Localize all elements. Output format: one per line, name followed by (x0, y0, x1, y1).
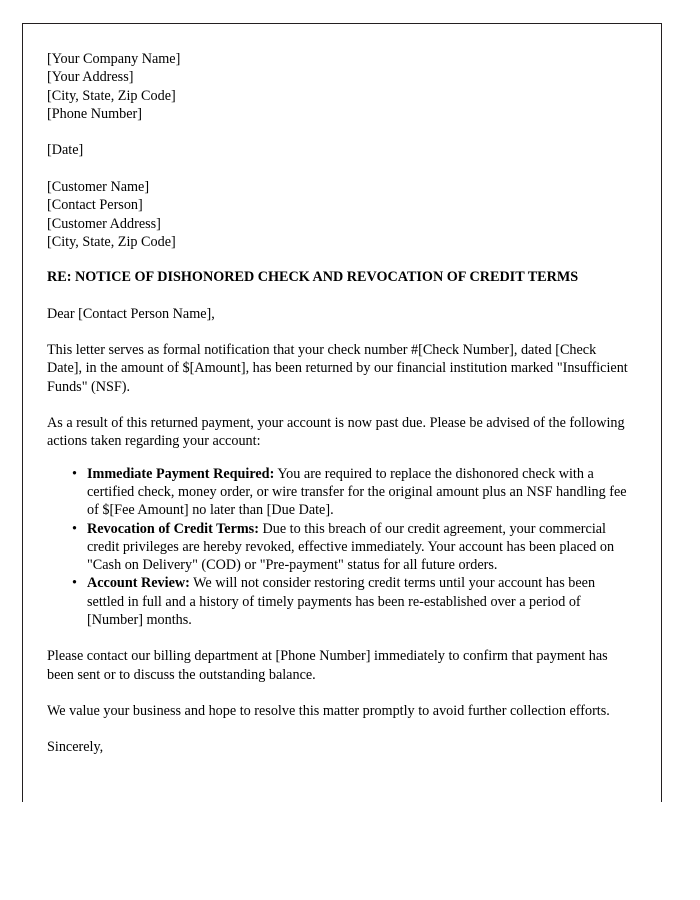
recipient-city-state-zip: [City, State, Zip Code] (47, 233, 176, 250)
list-item-text: We will not consider restoring credit terms until your account has been settled in full and a history of timely payments has been re-established over a period of [Number] months. (87, 575, 596, 629)
recipient-contact-person: [Contact Person] (47, 197, 143, 214)
salutation: Dear [Contact Person Name], (47, 305, 215, 322)
subject-line: RE: NOTICE OF DISHONORED CHECK AND REVOCATION OF CREDIT TERMS (47, 269, 579, 286)
list-item-lead: Account Review: (87, 575, 190, 592)
sender-company-name: [Your Company Name] (47, 51, 181, 67)
spacer-after-sender (47, 123, 631, 141)
list-item (47, 520, 631, 575)
bullet-icon: • (72, 465, 77, 482)
recipient-customer-name: [Customer Name] (47, 179, 150, 196)
letter-date: [Date] (47, 142, 84, 159)
paragraph-closing-statement: We value your business and hope to resolve this matter promptly to avoid further collection efforts. (47, 702, 610, 719)
sender-street-address: [Your Address] (47, 69, 134, 86)
list-item-text: Due to this breach of our credit agreement, your commercial credit privileges are hereby revoked, effective immediately. Your account has been placed on "Cash on Delivery" (COD) or "Pre-payment" status for all future orders. (87, 520, 615, 574)
date-block (47, 141, 631, 159)
spacer-after-date (47, 160, 631, 178)
letter-body (47, 50, 631, 757)
paragraph-notification: This letter serves as formal notification that your check number #[Check Number], dated [Check Date], in the amount of $[Amount], has been returned by our financial institution marked "Insufficient Funds" (NSF). (47, 342, 628, 395)
list-item-text: You are required to replace the dishonored check with a certified check, money order, or wire transfer for the original amount plus an NSF handling fee of $[Fee Amount] no later than [Due Date]. (87, 465, 627, 519)
bullet-icon: • (72, 520, 77, 537)
actions-list (47, 451, 631, 630)
sender-city-state-zip: [City, State, Zip Code] (47, 87, 176, 104)
list-item-lead: Revocation of Credit Terms: (87, 520, 259, 537)
bullet-icon: • (72, 575, 77, 592)
document-page (22, 23, 662, 802)
list-item (47, 465, 631, 520)
list-item (47, 574, 631, 629)
sender-address-block (47, 50, 631, 123)
paragraph-billing-contact: Please contact our billing department at [Phone Number] immediately to confirm that payment has been sent or to discuss the outstanding balance. (47, 648, 608, 683)
recipient-address-block (47, 178, 631, 251)
paragraph-past-due: As a result of this returned payment, your account is now past due. Please be advised of the following actions taken regarding your account: (47, 415, 625, 450)
closing-salutation: Sincerely, (47, 739, 104, 756)
list-item-lead: Immediate Payment Required: (87, 465, 275, 482)
recipient-street-address: [Customer Address] (47, 215, 161, 232)
sender-phone-number: [Phone Number] (47, 105, 142, 122)
